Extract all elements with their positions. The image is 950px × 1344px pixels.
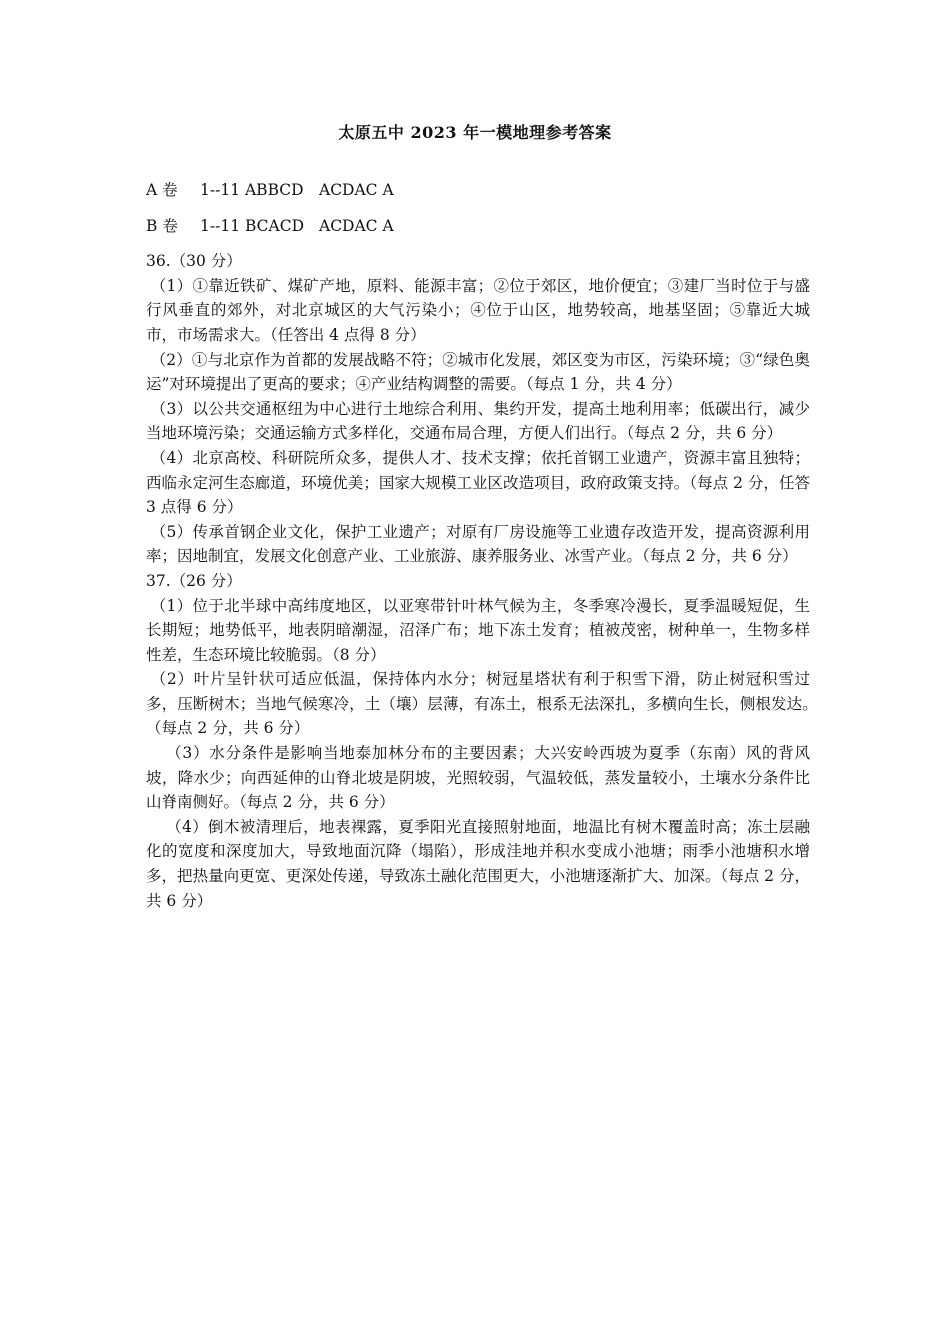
question-36-part-2: （2）①与北京作为首都的发展战略不符；②城市化发展，郊区变为市区，污染环境；③“绿色奥运”对环境提出了更高的要求；④产业结构调整的需要。（每点 1 分，共 4 分） (146, 350, 810, 394)
question-37-part-3: （3）水分条件是影响当地泰加林分布的主要因素；大兴安岭西坡为夏季（东南）风的背风坡，降水少；向西延伸的山脊北坡是阴坡，光照较弱，气温较低，蒸发量较小，土壤水分条件比山脊南侧好。（每点 2 分，共 6 分） (146, 744, 810, 812)
answer-key-a (146, 178, 810, 203)
answer-key-rest: ACDAC A (319, 216, 394, 235)
question-36-part-4: （4）北京高校、科研院所众多，提供人才、技术支撑；依托首钢工业遗产，资源丰富且独特；西临永定河生态廊道，环境优美；国家大规模工业区改造项目，政府政策支持。（每点 2 分，任答 3 点得 6 分） (146, 448, 810, 517)
question-36-part-3: （3）以公共交通枢纽为中心进行土地综合利用、集约开发，提高土地利用率；低碳出行，减少当地环境污染；交通运输方式多样化，交通布局合理，方便人们出行。（每点 2 分，共 6 分） (146, 399, 810, 443)
question-37-part-4: （4）倒木被清理后，地表裸露，夏季阳光直接照射地面，地温比有树木覆盖时高；冻土层融化的宽度和深度加大，导致地面沉降（塌陷），形成洼地并积水变成小池塘；雨季小池塘积水增多，把热量向更宽、更深处传递，导致冻土融化范围更大，小池塘逐渐扩大、加深。（每点 2 分，共 6 分） (146, 817, 811, 910)
question-37-heading: 37.（26 分） (146, 571, 242, 590)
answer-key-range: 1--11 ABBCD (200, 181, 304, 199)
answer-key-range: 1--11 BCACD (200, 216, 305, 235)
question-37-part-1: （1）位于北半球中高纬度地区，以亚寒带针叶林气候为主，冬季寒冷漫长，夏季温暖短促，生长期短；地势低平，地表阴暗潮湿，沼泽广布；地下冻土发育；植被茂密，树种单一，生物多样性差，生态环境比较脆弱。（8 分） (146, 596, 810, 664)
question-37-part-2: （2）叶片呈针状可适应低温，保持体内水分；树冠星塔状有利于积雪下滑，防止树冠积雪过多，压断树木；当地气候寒冷，土（壤）层薄，有冻土，根系无法深扎，多横向生长，侧根发达。 （每点 2 分，共 6 分） (146, 670, 826, 738)
question-36-heading: 36.（30 分） (146, 252, 242, 271)
question-36-part-5: （5）传承首钢企业文化，保护工业遗产；对原有厂房设施等工业遗存改造开发，提高资源利用率；因地制宜，发展文化创意产业、工业旅游、康养服务业、冰雪产业。（每点 2 分，共 6 分） (146, 522, 810, 566)
page-title: 太原五中 2023 年一模地理参考答案 (338, 123, 612, 142)
answer-content (146, 178, 826, 913)
answer-key-b (146, 214, 810, 239)
answer-key-rest: ACDAC A (319, 181, 394, 199)
question-36-part-1: （1）①靠近铁矿、煤矿产地，原料、能源丰富；②位于郊区，地价便宜；③建厂当时位于与盛行风垂直的郊外，对北京城区的大气污染小；④位于山区，地势较高，地基坚固；⑤靠近大城市，市场需求大。（任答出 4 点得 8 分） (146, 276, 810, 344)
answer-key-label: A 卷 (146, 181, 178, 199)
answer-key-label: B 卷 (146, 216, 178, 235)
